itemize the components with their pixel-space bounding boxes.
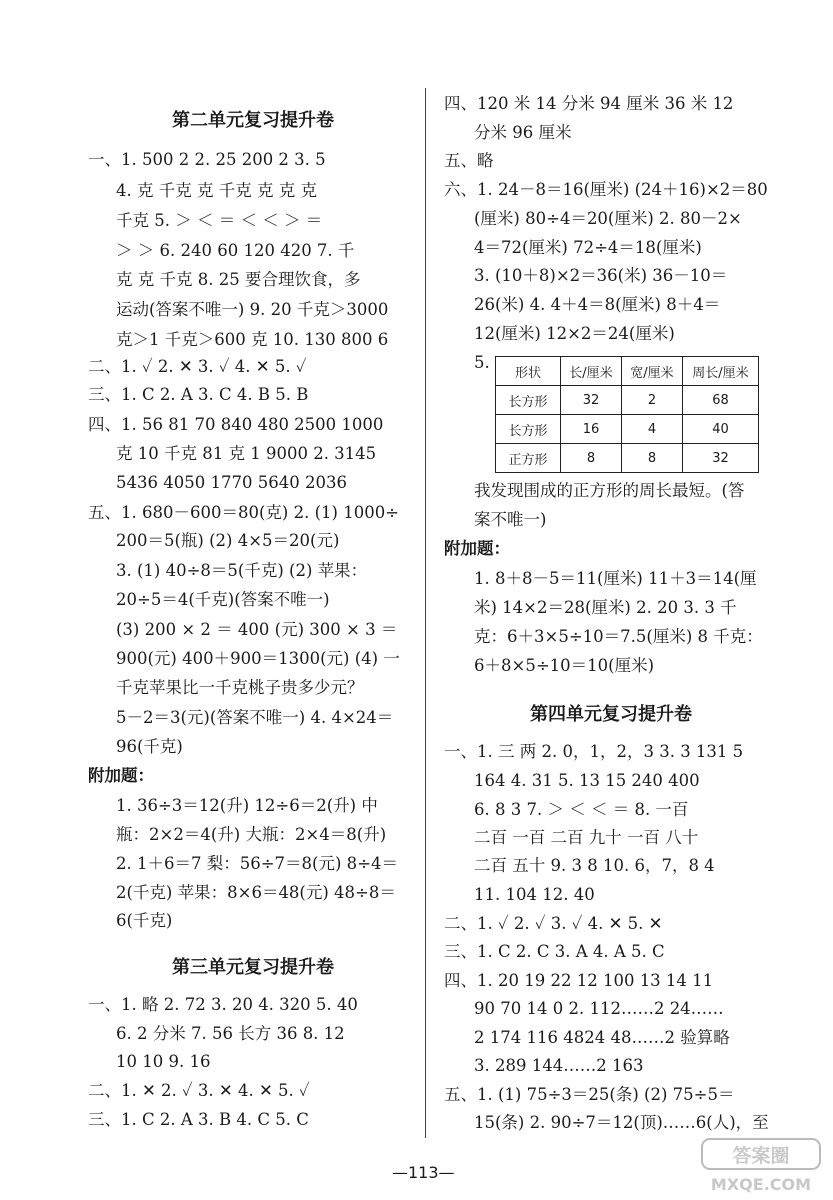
answer-line: 四、120 米 14 分米 94 厘米 36 米 12	[444, 94, 734, 113]
answer-line: 运动(答案不唯一) 9. 20 千克＞3000	[116, 300, 389, 319]
answer-line: 164 4. 31 5. 13 15 240 400	[474, 771, 700, 790]
answer-line: 克＞1 千克＞600 克 10. 130 800 6	[116, 330, 389, 349]
unit2-title: 第二单元复习提升卷	[172, 110, 334, 131]
answer-line: 五、1. 680－600＝80(克) 2. (1) 1000÷	[88, 503, 400, 522]
answer-line: (3) 200 × 2 ＝ 400 (元) 300 × 3 ＝	[116, 620, 398, 639]
answer-line: 五、略	[444, 151, 494, 170]
table-cell: 长方形	[496, 415, 561, 444]
table-cell: 32	[683, 444, 759, 473]
answer-line: 一、1. 500 2 2. 25 200 2 3. 5	[88, 150, 326, 169]
answer-line: ＞ ＞ 6. 240 60 120 420 7. 千	[116, 241, 355, 260]
answer-line: 4. 克 千克 克 千克 克 克 克	[116, 181, 317, 200]
answer-line: 三、1. C 2. C 3. A 4. A 5. C	[444, 942, 665, 961]
answer-line: 案不唯一)	[474, 510, 547, 529]
answer-line: 2. 1＋6＝7 梨：56÷7＝8(元) 8÷4＝	[116, 854, 398, 873]
answer-line: 3. 289 144……2 163	[474, 1056, 644, 1075]
watermark-url: MXQE.COM	[710, 1175, 812, 1194]
perimeter-table	[495, 356, 759, 473]
table-row	[496, 444, 759, 473]
answer-line: 2 174 116 4824 48……2 验算略	[474, 1028, 730, 1047]
answer-line: 千克 5. ＞ ＜ ＝ ＜ ＜ ＞ ＝	[116, 211, 323, 230]
answer-line: 瓶：2×2＝4(升) 大瓶：2×4＝8(升)	[116, 825, 387, 844]
page-number: —113—	[392, 1163, 455, 1182]
bonus-heading: 附加题：	[88, 766, 154, 785]
answer-line: 我发现围成的正方形的周长最短。(答	[474, 481, 745, 500]
answer-line: 克 克 千克 8. 25 要合理饮食，多	[116, 270, 361, 289]
table-cell: 8	[561, 444, 622, 473]
answer-line: 克：6＋3×5÷10＝7.5(厘米) 8 千克：	[474, 627, 763, 646]
answer-line: 26(米) 4. 4＋4＝8(厘米) 8＋4＝	[474, 295, 721, 314]
table-header: 宽/厘米	[622, 357, 683, 386]
answer-line: 3. (1) 40÷8＝5(千克) (2) 苹果：	[116, 561, 368, 580]
answer-line: 12(厘米) 12×2＝24(厘米)	[474, 324, 675, 343]
answer-line: 千克苹果比一千克桃子贵多少元？	[116, 678, 364, 697]
bonus-heading: 附加题：	[444, 539, 510, 558]
answer-line: 11. 104 12. 40	[474, 885, 595, 904]
column-divider	[425, 88, 426, 1138]
table-header: 周长/厘米	[683, 357, 759, 386]
answer-line: 1. 36÷3＝12(升) 12÷6＝2(升) 中	[116, 796, 378, 815]
table-cell: 长方形	[496, 386, 561, 415]
answer-line: 6. 8 3 7. ＞ ＜ ＜ ＝ 8. 一百	[474, 800, 689, 819]
table-header: 长/厘米	[561, 357, 622, 386]
answer-line: 二百 一百 二百 九十 一百 八十	[474, 828, 699, 847]
answer-line: 3. (10＋8)×2＝36(米) 36－10＝	[474, 266, 728, 285]
answer-line: 二、1. ✓ 2. ✓ 3. ✓ 4. ✕ 5. ✕	[444, 914, 663, 933]
answer-line: 6(千克)	[116, 911, 173, 930]
answer-line: 2(千克) 苹果：8×6＝48(元) 48÷8＝	[116, 883, 396, 902]
answer-line: 克 10 千克 81 克 1 9000 2. 3145	[116, 444, 377, 463]
answer-line: 三、1. C 2. A 3. B 4. C 5. C	[88, 1110, 309, 1129]
answer-line: 一、1. 略 2. 72 3. 20 4. 320 5. 40	[88, 995, 358, 1014]
answer-line: 六、1. 24－8＝16(厘米) (24＋16)×2＝80	[444, 180, 768, 199]
item-number: 5.	[474, 353, 490, 372]
answer-line: 5－2＝3(元)(答案不唯一) 4. 4×24＝	[116, 708, 394, 727]
watermark-logo	[700, 1135, 825, 1195]
answer-line: 二、1. ✕ 2. ✓ 3. ✕ 4. ✕ 5. ✓	[88, 1081, 310, 1100]
table-header-row	[496, 357, 759, 386]
answer-line: 900(元) 400＋900＝1300(元) (4) 一	[116, 649, 400, 668]
table-row	[496, 415, 759, 444]
answer-line: 米) 14×2＝28(厘米) 2. 20 3. 3 千	[474, 598, 737, 617]
table-cell: 32	[561, 386, 622, 415]
table-cell: 正方形	[496, 444, 561, 473]
answer-line: 分米 96 厘米	[474, 123, 572, 142]
answer-line: 20÷5＝4(千克)(答案不唯一)	[116, 590, 330, 609]
unit3-title: 第三单元复习提升卷	[172, 957, 334, 978]
table-cell: 68	[683, 386, 759, 415]
answer-line: 四、1. 20 19 22 12 100 13 14 11	[444, 971, 714, 990]
answer-line: 10 10 9. 16	[116, 1052, 211, 1071]
answer-line: 三、1. C 2. A 3. C 4. B 5. B	[88, 385, 309, 404]
answer-line: 90 70 14 0 2. 112……2 24……	[474, 999, 724, 1018]
table-row	[496, 386, 759, 415]
answer-line: 5436 4050 1770 5640 2036	[116, 473, 347, 492]
answer-line: 1. 8＋8－5＝11(厘米) 11＋3＝14(厘	[474, 569, 757, 588]
answer-line: 一、1. 三 两 2. 0，1，2，3 3. 3 131 5	[444, 742, 744, 761]
answer-line: 96(千克)	[116, 737, 183, 756]
answer-line: 四、1. 56 81 70 840 480 2500 1000	[88, 415, 384, 434]
watermark-brand: 答案圈	[732, 1145, 790, 1167]
table-cell: 8	[622, 444, 683, 473]
answer-line: 4＝72(厘米) 72÷4＝18(厘米)	[474, 238, 702, 257]
table-cell: 4	[622, 415, 683, 444]
answer-line: 6＋8×5÷10＝10(厘米)	[474, 656, 655, 675]
answer-line: 200＝5(瓶) (2) 4×5＝20(元)	[116, 531, 340, 550]
table-header: 形状	[496, 357, 561, 386]
table-cell: 16	[561, 415, 622, 444]
answer-line: (厘米) 80÷4＝20(厘米) 2. 80－2×	[474, 209, 742, 228]
answer-line: 二百 五十 9. 3 8 10. 6，7，8 4	[474, 856, 715, 875]
answer-line: 15(条) 2. 90÷7＝12(顶)……6(人)，至	[474, 1113, 769, 1132]
table-cell: 2	[622, 386, 683, 415]
answer-line: 6. 2 分米 7. 56 长方 36 8. 12	[116, 1024, 345, 1043]
answer-line: 二、1. ✓ 2. ✕ 3. ✓ 4. ✕ 5. ✓	[88, 357, 307, 376]
table-cell: 40	[683, 415, 759, 444]
answer-line: 五、1. (1) 75÷3＝25(条) (2) 75÷5＝	[444, 1085, 735, 1104]
unit4-title: 第四单元复习提升卷	[530, 704, 692, 725]
